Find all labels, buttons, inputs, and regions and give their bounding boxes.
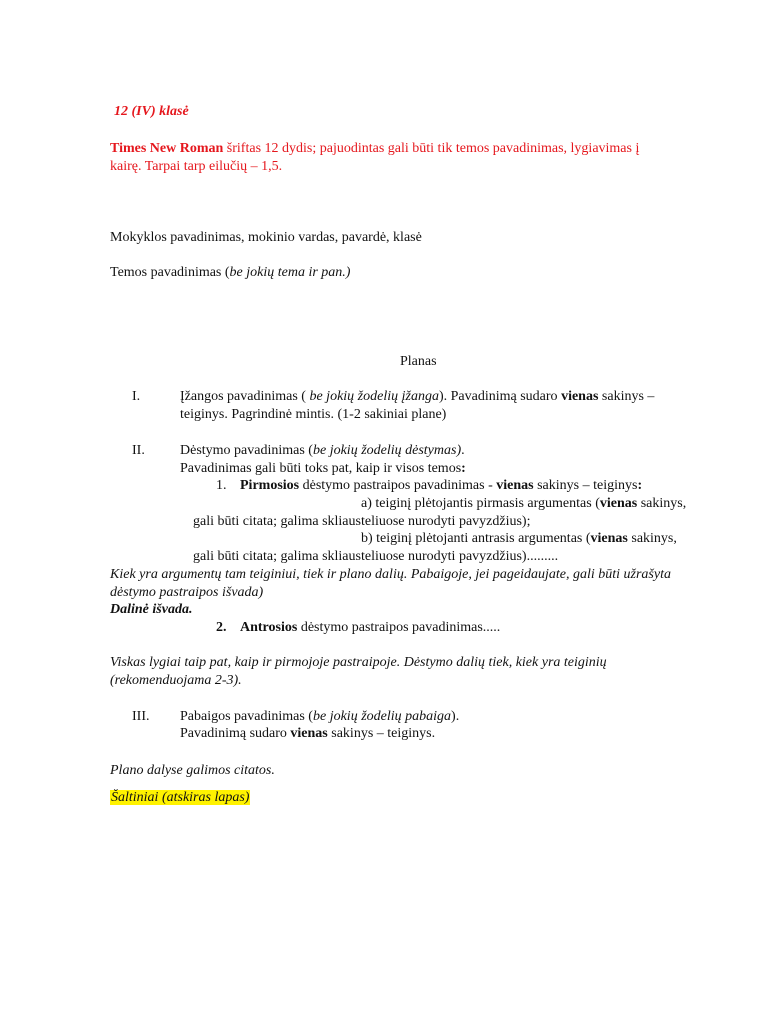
section-I-line2: teiginys. Pagrindinė mintis. (1-2 sakiniai plane) xyxy=(180,407,447,422)
font-name: Times New Roman xyxy=(110,141,224,156)
format-instructions-line-2 xyxy=(110,158,282,175)
item-1-bold: Pirmosios xyxy=(240,478,300,493)
section-I-line1-post: sakinys – xyxy=(598,389,655,404)
section-III-line1-post: ). xyxy=(451,709,460,724)
section-II-line-2 xyxy=(180,460,466,477)
plan-heading xyxy=(400,353,437,370)
plan-heading-text: Planas xyxy=(400,354,437,369)
argument-b-post: sakinys, xyxy=(627,531,677,546)
section-I-line-1 xyxy=(180,388,654,405)
section-III-line1-pre: Pabaigos pavadinimas ( xyxy=(180,709,313,724)
section-III-line2-bold: vienas xyxy=(290,726,328,741)
format-instructions-line-1 xyxy=(110,140,639,157)
note2-line1-text: Viskas lygiai taip pat, kaip ir pirmojoje pastraipoje. Dėstymo dalių tiek, kiek yra teiginių xyxy=(110,655,607,670)
section-III-line2-pre: Pavadinimą sudaro xyxy=(180,726,291,741)
argument-a-bold: vienas xyxy=(599,496,638,511)
argument-a-line2: gali būti citata; galima skliausteliuose nurodyti pavyzdžius); xyxy=(193,514,531,529)
argument-a-line-2 xyxy=(193,513,530,530)
section-I-line1-italic: be jokių žodelių įžanga xyxy=(309,389,439,404)
section-II-line-1 xyxy=(180,442,465,459)
item-2-num: 2. xyxy=(216,620,227,635)
section-III-line-1 xyxy=(180,708,459,725)
section-III-line2-post: sakinys – teiginys. xyxy=(327,726,436,741)
section-II-line1-italic: be jokių žodelių dėstymas) xyxy=(312,443,462,458)
item-2-rest: dėstymo pastraipos pavadinimas..... xyxy=(297,620,501,635)
school-line xyxy=(110,229,422,246)
quotes-note-text: Plano dalyse galimos citatos. xyxy=(110,763,275,778)
format-line2: kairę. Tarpai tarp eilučių – 1,5. xyxy=(110,159,283,174)
topic-label: Temos pavadinimas ( xyxy=(110,265,230,280)
topic-line xyxy=(110,264,350,281)
section-I-line-2 xyxy=(180,406,446,423)
note2-line-1 xyxy=(110,654,607,671)
item-1-num: 1. xyxy=(216,478,227,493)
grade-heading xyxy=(114,103,189,120)
argument-b-pre: b) teiginį plėtojanti antrasis argumentas ( xyxy=(361,531,591,546)
argument-a-line-1 xyxy=(361,495,686,512)
section-I-numeral-text: I. xyxy=(132,389,141,404)
note-line2-text: dėstymo pastraipos išvada) xyxy=(110,585,264,600)
section-I-line1-pre: Įžangos pavadinimas ( xyxy=(180,389,310,404)
section-I-line1-bold: vienas xyxy=(561,389,599,404)
partial-conclusion xyxy=(110,601,192,618)
section-II-line1-pre: Dėstymo pavadinimas ( xyxy=(180,443,313,458)
item-1-bold3: : xyxy=(637,478,643,493)
section-II-line1-post: . xyxy=(461,443,465,458)
section-II-numeral xyxy=(132,442,145,459)
argument-a-post: sakinys, xyxy=(637,496,687,511)
section-II-line2-pre: Pavadinimas gali būti toks pat, kaip ir visos temos xyxy=(180,461,462,476)
argument-a-pre: a) teiginį plėtojantis pirmasis argumentas ( xyxy=(361,496,600,511)
section-III-numeral xyxy=(132,708,150,725)
argument-b-line-1 xyxy=(361,530,677,547)
item-2-line xyxy=(240,619,500,636)
item-2-number xyxy=(216,619,227,636)
note-line-2 xyxy=(110,584,263,601)
section-II-numeral-text: II. xyxy=(132,443,145,458)
grade-label: 12 (IV) klasė xyxy=(114,104,189,119)
item-2-bold: Antrosios xyxy=(240,620,298,635)
item-1-mid2: sakinys – teiginys xyxy=(533,478,638,493)
school-line-text: Mokyklos pavadinimas, mokinio vardas, pavardė, klasė xyxy=(110,230,422,245)
argument-b-line2: gali būti citata; galima skliausteliuose nurodyti pavyzdžius)......... xyxy=(193,549,559,564)
section-I-line1-mid: ). Pavadinimą sudaro xyxy=(438,389,562,404)
item-1-mid: dėstymo pastraipos pavadinimas - xyxy=(299,478,497,493)
argument-b-line-2 xyxy=(193,548,558,565)
item-1-bold2: vienas xyxy=(496,478,534,493)
argument-b-bold: vienas xyxy=(590,531,628,546)
format-line1-rest: šriftas 12 dydis; pajuodintas gali būti tik temos pavadinimas, lygiavimas į xyxy=(223,141,640,156)
section-II-line2-bold: : xyxy=(461,461,466,476)
quotes-note xyxy=(110,762,275,779)
item-1-line xyxy=(240,477,642,494)
sources-note xyxy=(110,789,250,806)
note-line-1 xyxy=(110,566,671,583)
sources-note-text: Šaltiniai (atskiras lapas) xyxy=(111,790,250,805)
note2-line-2 xyxy=(110,672,242,689)
section-III-numeral-text: III. xyxy=(132,709,150,724)
note-line1-text: Kiek yra argumentų tam teiginiui, tiek ir plano dalių. Pabaigoje, jei pageidaujate, gali būti užrašyta xyxy=(110,567,671,582)
section-III-line1-italic: be jokių žodelių pabaiga xyxy=(312,709,452,724)
section-I-numeral xyxy=(132,388,140,405)
item-1-number xyxy=(216,477,227,494)
note2-line2-text: (rekomenduojama 2-3). xyxy=(110,673,242,688)
partial-conclusion-text: Dalinė išvada. xyxy=(110,602,193,617)
topic-italic: be jokių tema ir pan.) xyxy=(229,265,351,280)
section-III-line-2 xyxy=(180,725,435,742)
